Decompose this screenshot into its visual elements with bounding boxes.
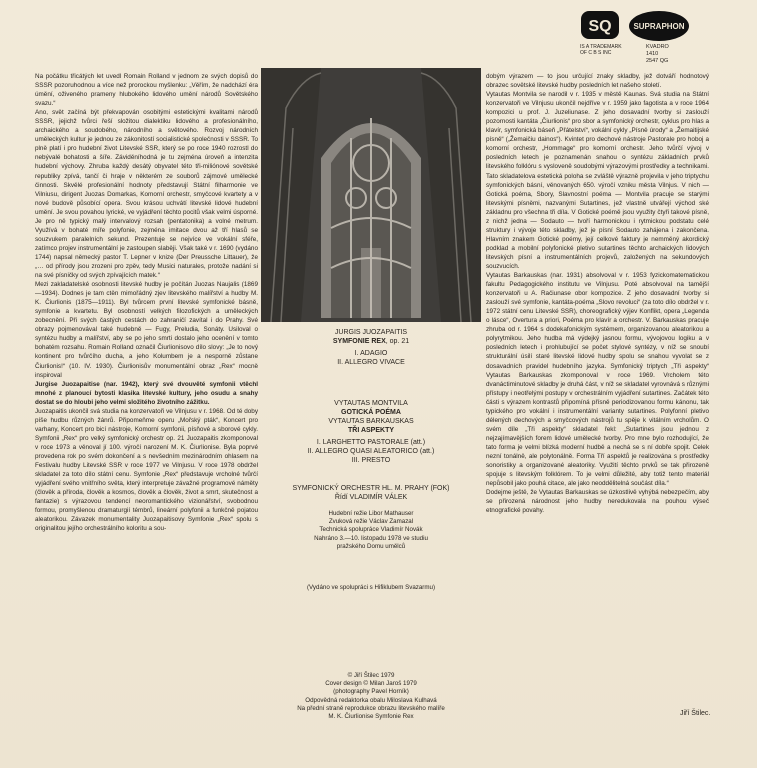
copyright-line: Cover design © Milan Jaroš 1979 [325,680,417,688]
conductor: Řídí VLADIMÍR VÁLEK [334,494,408,501]
track-listing-side-b [261,399,481,465]
movement: I. ADAGIO [354,350,388,357]
paragraph: dobým výrazem — to jsou určující znaky skladby, jež dotváří hodnotový obrazec sovětské litevské hudby posledních let našeho století. [486,73,709,90]
copyright-line: © Jiří Štilec 1979 [347,672,395,679]
composer-name: JURGIS JUOZAPAITIS [334,329,408,336]
composer-name: VYTAUTAS BARKAUSKAS [328,418,414,425]
trademark-line-2: OF C B S INC [580,50,612,56]
production-credits [261,510,481,551]
paragraph: Vytautas Barkauskas (nar. 1931) absolvoval v r. 1953 fyzickomatematickou fakultu Pedagogického institutu ve Vilnjusu. Poté absolvoval na tamější konzervatoři u A. Račiunase obor kompozice. Z jeho dosavadní tvorby si zaslouží své symfonie, kantáta-poéma „Slovo revoluci“ (za toto dílo obdržel v r. 1972 státní cenu Litevské SSR), choreografický výjev Konflikt, opera „Legenda o lásce“, Overtura a priori, Poéma pro klavír a orchestr. V. Barkauskas pracuje zhruba od r. 1964 s dodekafonickým systémem, organizovanou aleatorikou a polyrytmikou. Jeho hudba má výdejký jasnou formu, vývojovou logiku a v posledních letech i prohlubující se počet stylové syntézy, v níž se snoubí strukturální úsilí staré litevské lidové hudby spolu se snahou vyvolat se z dosavadních pravidel hudebního jazyka. Symfonický triptych „Tři aspekty“ Vytautas Barkauskas zkomponoval v roce 1969. Vrcholem této dvanáctiminutové skladby je druhá část, v níž se skladatel vyrovnává s různými přístupy i neotřelými postupy v orchestrálním vyjádření sutartines. Začátek této části s výrazem kontrastů připomíná přísně periodizovanou formu kánonu, tak typického pro vokální i instrumentální varianty sutartines. Polyfonní pletivo délených dechových a smyčcových nástrojů tu spěje k vitálním vrcholům. O svém díle „Tři aspekty“ skladatel řekl: „Sutartines jsou jednou z nejzajímavějších forem lidové umělecké tvorby. Pro mne bylo rozhodující, že tato forma je velmi blízká moderní hudbě a nechá se s ní dobře spojit. Celek nezní tonálně, ale polytonálně. Forma Tří aspektů je realizována s prostředky sonoristiky a organizované aleatoriky. Využití těchto prvků se tak přirozeně spojuje s litevským folklórem. To je velmi důležité, aby totiž tento materiál nepůsobil jako pouhá citace, ale jako neoddělitelná součást díla.“ [486,272,709,488]
credit-line: Technická spolupráce Vladimír Novák [319,526,423,534]
credit-line: Hudební režie Libor Mathauser [328,510,414,517]
paragraph: Juozapaitis ukončil svá studia na konzervatoři ve Vilnjusu v r. 1968. Od té doby píše hudbu různých žánrů. Připomeňme operu „Mořský pták“, Koncert pro varhany, Koncert pro bicí nástroje, Komorní symfonii, písňové a sborové cykly. Symfonii „Rex“ pro velký symfonický orchestr op. 21 Juozapaitis zkomponoval v roce 1973 a věnoval jí 100. výročí narození M. K. Čiurlionise. Byla poprvé provedena rok po svém dokončení a s nevšedním mezinárodním ohlasem na Festivalu hudby Litevské SSR v roce 1977 ve Vilnjusu. V roce 1978 obdržel skladatel za toto dílo státní cenu. Symfonie „Rex“ představuje vrcholné tvůrčí vyjádření svého vnitřního světa, který interpretuje závažné programové náměty (člověk a příroda, člověk a kosmos, člověk a člověk, život a smrt, skutečnost a fantazie) s výrazovou tendencí neoromantického vizionářství, svobodnou formou, promyšlenou dramaturgií témbrů, lineární polyfonii a funkčně pojatou aleatorikou. Závazek monumentality Juozapaitisovy Symfonie „Rex“ spolu s originalitou jejího orchestrálního koloritu a sou- [35,407,258,533]
left-text-column [35,72,258,533]
track-listing-side-a [261,328,481,367]
paragraph: Na počátku třicátých let uvedl Romain Rolland v jednom ze svých dopisů do SSSR pozoruhodnou a více než prorockou myšlenku: „Věřím, že nadchází éra úmění, oživeného prameny hlubokého lidového umění národů Sovětského svazu.“ [35,73,258,108]
movement: II. ALLEGRO VIVACE [337,359,405,366]
copyright-line: M. K. Čiurlionise Symfonie Rex [328,713,414,721]
movement: III. PRESTO [351,457,391,464]
cooperation-note: (Vydáno ve spolupráci s Hifiklubem Svazarmu) [306,584,436,591]
movement: I. LARGHETTO PASTORALE (att.) [316,439,426,446]
author-signature: Jiří Štilec. [680,710,711,717]
credit-line: Zvuková režie Václav Zamazal [328,518,414,526]
catalog-info [646,44,669,65]
church-interior-image [261,68,481,322]
right-text-column [486,72,709,515]
credit-line: Nahráno 3.—10. listopadu 1978 ve studiu [314,534,428,542]
copyright-line: (photography Pavel Horník) [333,688,409,696]
trademark-line-1: IS A TRADEMARK [580,44,622,50]
credit-line: pražského Domu umělců [336,542,406,550]
paragraph: Vytautas Montvila se narodil v r. 1935 v městě Kaunas. Svá studia na Státní konzervatoři ve Vilnjusu ukončil nejdříve v r. 1959 jako fagotista a v roce 1964 kompozici u prof. J. Juzeliunase. Z jeho dosavadní tvorby si zaslouží pozornosti kantáta „Čiurlionis“ pro sbor a symfonický orchestr, cyklus pro hlas a klavír, symfonická báseň „Přátelství“, vokální cykly „Písně úrody“ a „Žemaitijské písně“ („Žemaičiu dainos“). Kvintet pro dechové nástroje Pastorale pro hoboj a komorní orchestr, „Hommage“ pro komorní orchestr. Jeho tvůrčí vývoj v posledních letech je poznamenán snahou o syntézu základních prvků litevského folklóru s vysloveně soudobými výrazovými prostředky a technikami. Tato skladatelova estetická poloha se zvláště výrazně projevila v jeho triptychu symfonických básní, věnovaných 650. výročí vzniku města Vilnjus. V nich — Gotická poéma, Sbory, Slavnostní poéma — Montvila pracuje se starými litevskými písněmi, nazvanými Sutartines, jež vlastně utvářejí východ ské základnu pro všechna tři díla. V Gotické poémě jsou využity čtyři takové písně, z nichž jedna — Sodauto — tvoří harmonickou i rytmickou podstatu celé struktury i vývoje této skladby, jež je písní Sodauto zahájena i zakončena. Hlavním znakem Gotické poémy, její celkové faktury je nemměný akordický podklad a mobilní polyfonické pletivo sutartines těchto archaických lidových litevských písní a instrumentálních projevů, založených na sekundových souzvucích. [486,91,709,270]
supraphon-logo [628,10,690,42]
catalog-number: 1410 2547 QG [646,51,669,64]
gothic-architecture-photo [261,68,481,322]
paragraph-bold-lead [35,380,258,407]
work-title: SYMFONIE REX [332,338,386,345]
paragraph: Dodejme ještě, že Vytautas Barkauskas se úzkostlivě vyhýbá nebezpečím, aby se přirozená národnost jeho hudby neredukovala na pouhou výseč etnografické povahy. [486,489,709,515]
copyright-line: Na přední straně reprodukce obrazu litevského malíře [297,704,445,712]
copyright-line: Odpovědná redaktorka obalu Miloslava Kulhavá [305,696,437,704]
sq-quadraphonic-logo [580,10,620,40]
movement: II. ALLEGRO QUASI ALEATORICO (att.) [307,448,435,455]
work-title: TŘI ASPEKTY [347,427,395,434]
paragraph: Mezi zakladatelské osobnosti litevské hudby je počítán Juozas Naujalis (1869—1934). Dodnes je tam ctěn mimořádný zjev litevského malířství a hudby M. K. Čiurlionis (1875—1911). Byl tvůrcem první litevské symfonické básně, symfonie a kvartetu. Byl osobností velkých filozofických a uměleckých zobecnění. Při svých častých cestách do zahraničí zavítal i do Prahy. Své obrazy pojmenovával také hudebně — Fugy, Preludia, Sonáty. Usiloval o syntézu hudby a malířství, aby se po jeho smrti dostalo jeho ocenění v tomto bohatém rozsahu. Romain Rolland označil Čiurlionisovo dílo slovy: „Je to nový kontinent pro tvůrčího ducha, a jeho Kolumbem je a nesporně zůstane Čiurlionis!“ (10. IV. 1930). Čiurlionisův monumentální obraz „Rex“ mocně inspiroval [35,281,258,379]
orchestra-name: SYMFONICKÝ ORCHESTR HL. M. PRAHY (FOK) [292,485,450,492]
copyright-block [261,672,481,721]
trademark-note [580,44,640,56]
format-label: KVADRO [646,44,669,50]
paragraph: Ano, svět začíná být překvapován osobitými estetickými kvalitami národů SSSR, jejichž tvůrci řeší složitou dialektiku lidového a profesionálního, archaického a soudobého, národního a světového. Rozvoj národních uměleckých kultur je jednou ze zákonitostí socialistické společnosti v SSSR. To plně platí i pro hudební život Litevské SSR, který se po roce 1940 rozrostl do nebývalé bohatosti a šíře. Záviděníhodná je tu zejména úroveň a intenzita hudební výchovy. Zhruba každý desátý obyvatel této tři-miliónové sovětské republiky zpívá, tančí či hraje v některém ze souborů zájmové umělecké činnosti. Skvělé profesionální hodnoty představují Státní filharmonie ve Vilniusu, dirigent Juozas Domarkas, Komorní orchestr, smyčcové kvartety a v nové budově působící opera. Svou krásou uchvátí litevské lidové hudební umění. Je svou povahou lyrické, ve vyjádření těchto pocitů však velmi úsporné. Je pro ně typický malý intervalový rozsah (pentatonika) a volné metrum. Využívá v bohaté míře polyfonie, zejména imitace dvou až tří hlasů se souzvukem paralelních sekund. Prezentuje se nejvíce ve vokální sféře, zatímco projev instrumentální je zastoupen slaběji. Však také v r. 1690 (vydáno 1744) napsal německý pastor T. Lepner v knize (Der Preussche Littauer), že „… od přírody jsou zrozeni pro zpěv, tedy Musici naturales, protože nadání si na své písničky od svých zpívajících matek.“ [35,109,258,280]
work-opus: , op. 21 [385,338,410,345]
paragraph: Jurgise Juozapaitise (nar. 1942), který své dvouvěté symfonii vtěchl mnohé z planoucí bytosti klasika litevské kultury, jeho osudu a snahy dostat se do hloubi jeho velmi složitého životního zážitku. [35,380,258,406]
supraphon-logo-text: SUPRAPHON [633,22,685,31]
composer-name: VYTAUTAS MONTVILA [334,400,408,407]
performers [261,484,481,502]
sq-logo-text: SQ [588,18,612,35]
work-title-line [261,337,481,346]
work-title: GOTICKÁ POÉMA [341,409,401,416]
